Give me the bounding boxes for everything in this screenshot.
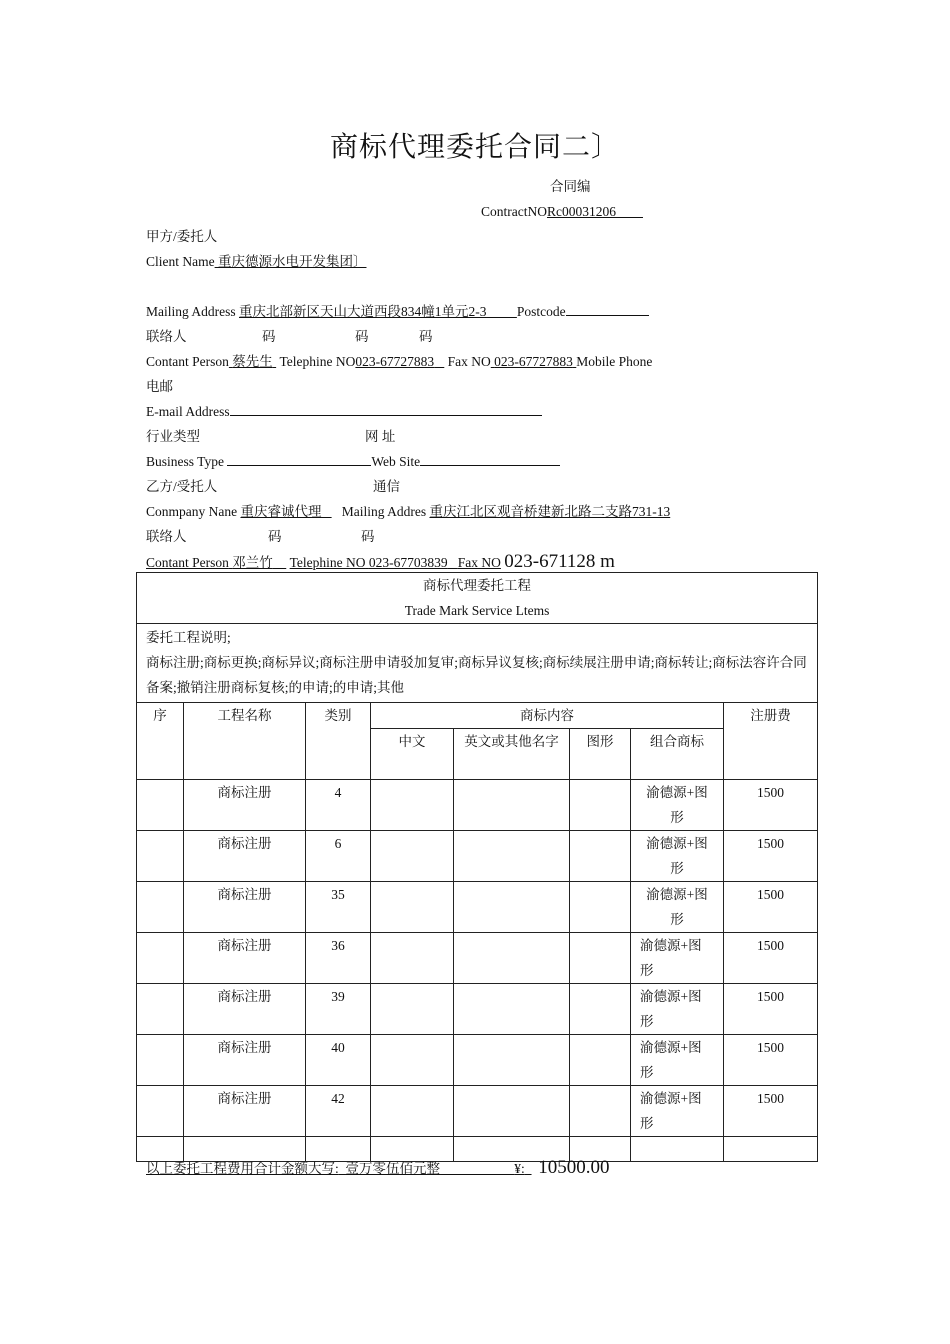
contract-no-value: Rc00031206 [546,204,616,219]
contract-no-line [481,203,643,221]
row-combined: 渝德源+图形 [631,933,724,984]
contact-cn-label: 联络人 [146,329,187,344]
client-name-line [146,253,707,271]
row-fee: 1500 [724,780,818,831]
table-row [137,984,818,1035]
row-graphic [570,933,631,984]
row-category: 6 [306,831,371,882]
row-english [454,1035,570,1086]
row-combined: 渝德源+图形 [631,831,724,882]
party-b-mailing-label: Mailing Addres [341,504,427,519]
mobile-phone-label: Mobile Phone [576,354,653,369]
total-amount: 10500.00 [538,1157,610,1178]
business-line [146,453,560,471]
row-chinese [371,882,454,933]
row-graphic [570,1086,631,1137]
email-cn-label: 电邮 [146,379,173,394]
company-label: Conmpany Nane [146,504,238,519]
row-seq [137,831,184,882]
row-chinese [371,1035,454,1086]
header-graphic: 图形 [570,729,631,780]
row-english [454,984,570,1035]
header-combined: 组合商标 [631,729,724,780]
mobile-code-cn: 码 [419,329,433,344]
fax-label: Fax NO [447,354,491,369]
table-row [137,1086,818,1137]
header-fee: 注册费 [724,703,818,780]
row-item-name: 商标注册 [184,780,306,831]
row-english [454,933,570,984]
party-b-contact-label: Contant Person [146,555,229,570]
telephone-label: Telephine NO [279,354,356,369]
empty-cell [631,1137,724,1162]
mailing-address-line [146,303,649,321]
total-line [146,1158,610,1179]
contact-person-label: Contant Person [146,354,229,369]
row-graphic [570,831,631,882]
row-english [454,1086,570,1137]
header-item-name: 工程名称 [184,703,306,780]
tel-code-cn: 码 [262,329,276,344]
row-seq [137,1086,184,1137]
row-english [454,831,570,882]
description-text: 商标注册;商标更换;商标异议;商标注册申请驳加复审;商标异议复核;商标续展注册申请;商标转让;商标法容许合同备案;撤销注册商标复核;的申请;的申请;其他 [146,655,807,695]
row-category: 39 [306,984,371,1035]
row-combined: 渝德源+图形 [631,1086,724,1137]
row-fee: 1500 [724,984,818,1035]
contact-person-line [146,353,652,371]
website-cn: 网 址 [365,429,396,444]
header-english: 英文或其他名字 [454,729,570,780]
row-item-name: 商标注册 [184,1035,306,1086]
table-row [137,882,818,933]
row-category: 4 [306,780,371,831]
party-b-tel-value: 023-67703839 [368,555,448,570]
row-graphic [570,780,631,831]
party-b-tel-label: Telephine NO [289,555,366,570]
total-amount-words: 壹万零伍佰元整 [345,1161,441,1176]
row-english [454,780,570,831]
header-seq: 序 [137,703,184,780]
party-b-fax-label: Fax NO [457,555,501,570]
business-type-field [227,453,371,466]
header-content: 商标内容 [371,703,724,729]
party-b-fax-value: 023-671128 m [504,551,615,572]
party-b-tel-code-cn: 码 [268,529,282,544]
header-category: 类别 [306,703,371,780]
table-title-cell [137,573,818,624]
document-title: 商标代理委托合同二〕 [329,132,620,163]
postcode-label: Postcode [516,304,566,319]
row-fee: 1500 [724,1035,818,1086]
mailing-address-label: Mailing Address [146,304,236,319]
row-item-name: 商标注册 [184,882,306,933]
contract-no-label: ContractNO [481,204,547,219]
service-items-table [136,572,818,1162]
email-field [230,403,542,416]
row-fee: 1500 [724,831,818,882]
row-item-name: 商标注册 [184,1086,306,1137]
row-category: 40 [306,1035,371,1086]
fax-value: 023-67727883 [494,354,573,369]
row-item-name: 商标注册 [184,831,306,882]
table-row [137,780,818,831]
row-fee: 1500 [724,882,818,933]
client-name-value: 重庆德源水电开发集团〕 [217,254,367,269]
party-b-fax-code-cn: 码 [361,529,375,544]
telephone-value: 023-67727883 [355,354,435,369]
table-title-cn: 商标代理委托工程 [423,578,532,593]
row-seq [137,1035,184,1086]
party-b-contact-value: 邓兰竹 [232,555,273,570]
party-a-label: 甲方/委托人 [146,229,218,244]
description-cell [137,624,818,703]
table-row [137,1035,818,1086]
row-combined: 渝德源+图形 [631,882,724,933]
row-category: 35 [306,882,371,933]
table-row [137,831,818,882]
client-name-label: Client Name [146,254,215,269]
contact-person-value: 蔡先生 [232,354,273,369]
table-title-row [137,573,818,624]
empty-cell [724,1137,818,1162]
row-category: 36 [306,933,371,984]
row-combined: 渝德源+图形 [631,984,724,1035]
website-label: Web Site [371,454,421,469]
row-graphic [570,882,631,933]
total-currency: ¥: [514,1161,525,1176]
row-category: 42 [306,1086,371,1137]
row-chinese [371,933,454,984]
row-graphic [570,984,631,1035]
business-type-label: Business Type [146,454,224,469]
email-label: E-mail Address [146,404,230,419]
party-b-label: 乙方/受托人 [146,479,218,494]
party-b-mail-cn: 通信 [373,479,400,494]
email-line [146,403,542,421]
website-field [420,453,560,466]
row-english [454,882,570,933]
total-label: 以上委托工程费用合计金额大写: [146,1161,339,1176]
row-combined: 渝德源+图形 [631,780,724,831]
row-seq [137,984,184,1035]
row-combined: 渝德源+图形 [631,1035,724,1086]
mailing-address-value: 重庆北部新区天山大道西段834幢1单元2-3 [239,304,487,319]
business-type-cn: 行业类型 [146,429,200,444]
row-chinese [371,780,454,831]
row-item-name: 商标注册 [184,984,306,1035]
row-fee: 1500 [724,933,818,984]
description-label: 委托工程说明; [146,630,231,645]
party-b-contact-line [146,551,615,574]
company-line [146,503,670,521]
row-chinese [371,1086,454,1137]
table-row [137,933,818,984]
row-seq [137,933,184,984]
postcode-field [566,303,649,316]
party-b-contact-cn: 联络人 [146,529,187,544]
description-row [137,624,818,703]
header-row [137,703,818,729]
header-chinese: 中文 [371,729,454,780]
row-chinese [371,831,454,882]
row-chinese [371,984,454,1035]
fax-code-cn: 码 [355,329,369,344]
row-item-name: 商标注册 [184,933,306,984]
row-fee: 1500 [724,1086,818,1137]
party-b-mailing-value: 重庆江北区观音桥建新北路二支路731-13 [429,504,671,519]
company-value: 重庆睿诚代理 [240,504,322,519]
row-seq [137,882,184,933]
row-seq [137,780,184,831]
table-title-en: Trade Mark Service Ltems [404,603,550,618]
row-graphic [570,1035,631,1086]
contract-no-label-cn: 合同编 [550,179,591,194]
